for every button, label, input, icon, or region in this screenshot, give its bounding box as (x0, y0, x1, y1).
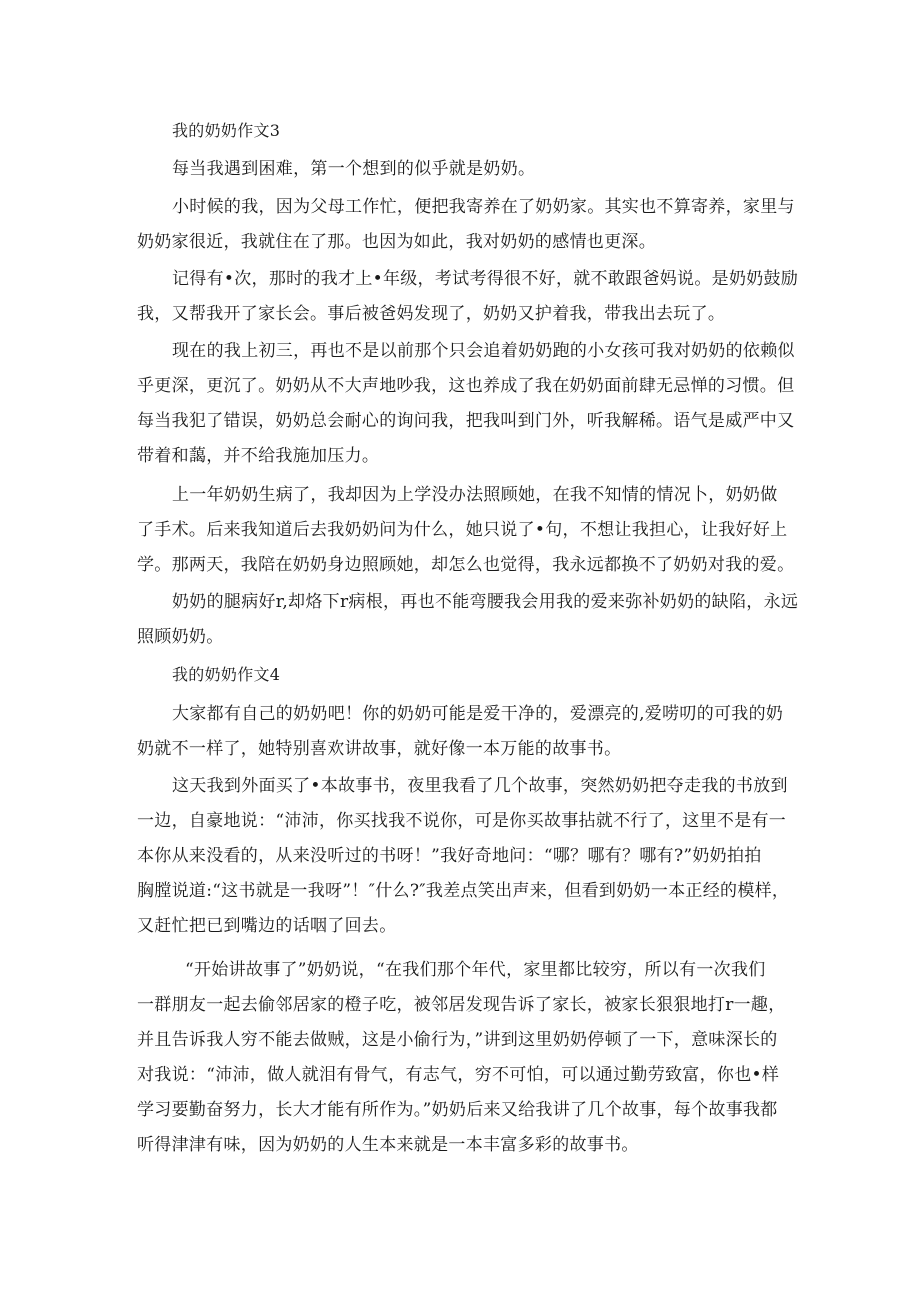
essay-3-p3-line-1: 记得有•次，那时的我才上•年级，考试考得很不好，就不敢跟爸妈说。是奶奶鼓励 (172, 269, 799, 289)
essay-4-p3-line-4: 对我说：“沛沛，做人就泪有骨气，有志气，穷不可怕，可以通过勤劳致富，你也•样 (137, 1065, 780, 1085)
essay-4-p2-line-5: 又赶忙把已到嘴边的话咽了回去。 (137, 916, 397, 936)
essay-4-p3-line-1: “开始讲故事了”奶奶说，“在我们那个年代，家里都比较穷，所以有一次我们 (185, 960, 766, 980)
essay-3-p4-line-4: 带着和藹，并不给我施加压力。 (137, 446, 380, 466)
essay-3-p5-line-2: 了手术。后来我知道后去我奶奶问为什么，她只说了•句，不想让我担心，让我好好上 (137, 520, 788, 540)
essay-4-p3-line-5: 学习要勤奋努力，长大才能有所作为。”奶奶后来又给我讲了几个故事，每个故事我都 (137, 1100, 778, 1120)
essay-3-title: 我的奶奶作文3 (172, 121, 281, 140)
essay-4-p3-line-6: 听得津津有味，因为奶奶的人生本来就是一本丰富多彩的故事书。 (137, 1135, 639, 1155)
essay-3-p2-line-1: 小时候的我，因为父母工作忙，便把我寄养在了奶奶家。其实也不算寄养，家里与 (172, 197, 795, 217)
essay-4-title: 我的奶奶作文4 (172, 665, 281, 684)
essay-3-p5-line-1: 上一年奶奶生病了，我却因为上学没办法照顾她，在我不知情的情况卜，奶奶做 (172, 485, 778, 505)
essay-4-p1-line-1: 大家都有自己的奶奶吧！你的奶奶可能是爱干净的，爱漂亮的,爱唠叨的可我的奶 (172, 704, 784, 724)
essay-3-p5-line-3: 学。那两天，我陪在奶奶身边照顾她，却怎么也觉得，我永远都换不了奶奶对我的爱。 (137, 555, 795, 575)
essay-4-p2-line-4: 胸膛说道:“这书就是一我呀”！″什么?″我差点笑出声来，但看到奶奶一本正经的模样， (137, 881, 790, 901)
essay-3-p4-line-1: 现在的我上初三，再也不是以前那个只会追着奶奶跑的小女孩可我对奶奶的依赖似 (172, 341, 795, 361)
essay-4-p3-line-3: 并且告诉我人穷不能去做贼，这是小偷行为，”讲到这里奶奶停顿了一下，意味深长的 (137, 1030, 778, 1050)
essay-3-p6-line-1: 奶奶的腿病好r,却烙下r病根，再也不能弯腰我会用我的爱来弥补奶奶的缺陷，永远 (172, 592, 799, 612)
essay-3-p1-line-1: 每当我遇到困难，第一个想到的似乎就是奶奶。 (172, 159, 536, 179)
essay-4-p2-line-2: 一边，自豪地说：“沛沛，你买找我不说你，可是你买故事拈就不行了，这里不是有一 (137, 811, 787, 831)
essay-4-p3-line-2: 一群朋友一起去偷邻居家的橙子吃，被邻居发现告诉了家长，被家长狠狠地打r一趣， (137, 995, 786, 1015)
essay-4-p2-line-1: 这天我到外面买了•本故事书，夜里我看了几个故事，突然奶奶把夺走我的书放到 (172, 776, 788, 796)
essay-4-p1-line-2: 奶就不一样了，她特别喜欢讲故事，就好像一本万能的故事书。 (137, 739, 622, 759)
essay-3-p6-line-2: 照顾奶奶。 (137, 627, 224, 647)
essay-3-p2-line-2: 奶奶家很近，我就住在了那。也因为如此，我对奶奶的感情也更深。 (137, 232, 656, 252)
essay-3-p4-line-3: 每当我犯了错误，奶奶总会耐心的询问我，把我叫到门外，听我解稀。语气是威严中又 (137, 411, 795, 431)
essay-3-p3-line-2: 我，又帮我开了家长会。事后被爸妈发现了，奶奶又护着我，带我出去玩了。 (137, 304, 726, 324)
essay-3-p4-line-2: 乎更深，更沉了。奶奶从不大声地吵我，这也养成了我在奶奶面前肆无忌惮的习惯。但 (137, 376, 795, 396)
essay-4-p2-line-3: 本你从来没看的，从来没听过的书呀！”我好奇地问：“哪？哪有？哪有?”奶奶拍拍 (137, 846, 762, 866)
